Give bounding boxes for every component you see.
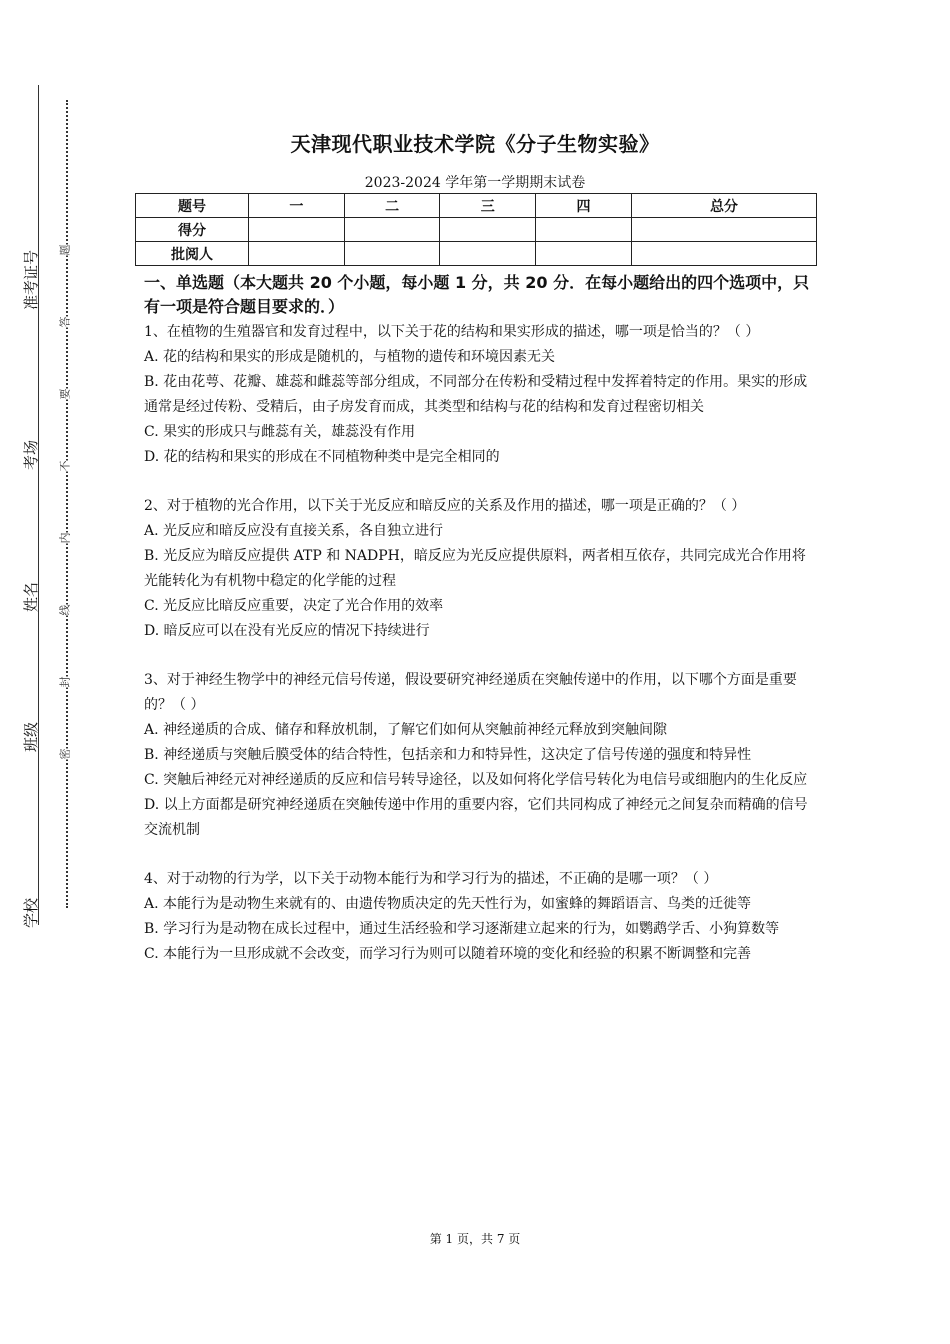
question-option-b[interactable]: B. 光反应为暗反应提供 ATP 和 NADPH，暗反应为光反应提供原料，两者相互依存，共同完成光合作用将光能转化为有机物中稳定的化学能的过程 [144, 548, 806, 589]
question-option-a[interactable]: A. 本能行为是动物生来就有的、由遗传物质决定的先天性行为，如蜜蜂的舞蹈语言、鸟类的迁徙等 [144, 896, 752, 912]
question-stem: 4、对于动物的行为学，以下关于动物本能行为和学习行为的描述，不正确的是哪一项？（ ） [144, 871, 718, 887]
seal-char: 内 [58, 532, 72, 544]
score-table-cell[interactable] [249, 218, 345, 242]
question-option-c[interactable]: C. 突触后神经元对神经递质的反应和信号转导途径，以及如何将化学信号转化为电信号或细胞内的生化反应 [144, 772, 808, 788]
question-option-c[interactable]: C. 果实的形成只与雌蕊有关，雄蕊没有作用 [144, 424, 416, 440]
score-table-cell[interactable] [536, 218, 632, 242]
score-table-cell[interactable] [631, 242, 816, 266]
question-2 [144, 494, 816, 644]
question-option-d[interactable]: D. 以上方面都是研究神经递质在突触传递中作用的重要内容，它们共同构成了神经元之间复杂而精确的信号交流机制 [144, 797, 808, 838]
score-table-cell[interactable] [249, 242, 345, 266]
section-title: 一、单选题（本大题共 20 个小题，每小题 1 分，共 20 分．在每小题给出的四个选项中，只有一项是符合题目要求的．） [144, 273, 810, 316]
seal-char: 不 [58, 460, 72, 472]
side-field-exam-room: 考场 [22, 439, 40, 470]
question-option-c[interactable]: C. 光反应比暗反应重要，决定了光合作用的效率 [144, 598, 444, 614]
seal-char: 封 [58, 676, 72, 688]
side-field-exam-number: 准考证号 [22, 249, 40, 310]
score-table-header-cell: 一 [249, 194, 345, 218]
question-3 [144, 668, 816, 843]
question-option-a[interactable]: A. 花的结构和果实的形成是随机的，与植物的遗传和环境因素无关 [144, 349, 556, 365]
seal-char: 题 [58, 244, 72, 256]
score-table-cell: 批阅人 [136, 242, 249, 266]
question-4 [144, 867, 816, 967]
question-stem: 3、对于神经生物学中的神经元信号传递，假设要研究神经递质在突触传递中的作用，以下哪个方面是重要的？（ ） [144, 672, 797, 713]
side-field-name: 姓名 [22, 581, 40, 612]
seal-char: 答 [58, 316, 72, 328]
score-table-cell[interactable] [631, 218, 816, 242]
score-table-cell[interactable] [344, 242, 440, 266]
score-table [135, 193, 817, 266]
question-1 [144, 320, 816, 470]
question-option-b[interactable]: B. 神经递质与突触后膜受体的结合特性，包括亲和力和特异性，这决定了信号传递的强度和特异性 [144, 747, 752, 763]
binding-line [38, 85, 39, 925]
score-table-header-row [136, 194, 817, 218]
question-option-d[interactable]: D. 花的结构和果实的形成在不同植物种类中是完全相同的 [144, 449, 500, 465]
seal-char: 线 [58, 604, 72, 616]
score-table-row [136, 218, 817, 242]
score-table-header-cell: 二 [344, 194, 440, 218]
score-table-cell[interactable] [440, 218, 536, 242]
score-table-header-cell: 四 [536, 194, 632, 218]
question-stem: 2、对于植物的光合作用，以下关于光反应和暗反应的关系及作用的描述，哪一项是正确的？（ ） [144, 498, 746, 514]
side-field-school: 学校 [22, 897, 40, 928]
page-footer: 第 1 页，共 7 页 [429, 1232, 521, 1246]
question-option-d[interactable]: D. 暗反应可以在没有光反应的情况下持续进行 [144, 623, 430, 639]
score-table-cell: 得分 [136, 218, 249, 242]
score-table-cell[interactable] [536, 242, 632, 266]
question-option-b[interactable]: B. 学习行为是动物在成长过程中，通过生活经验和学习逐渐建立起来的行为，如鹦鹉学舌、小狗算数等 [144, 921, 780, 937]
question-option-a[interactable]: A. 神经递质的合成、储存和释放机制，了解它们如何从突触前神经元释放到突触间隙 [144, 722, 668, 738]
side-field-class: 班级 [22, 721, 40, 752]
seal-dotted-line [66, 100, 68, 908]
question-stem: 1、在植物的生殖器官和发育过程中，以下关于花的结构和果实形成的描述，哪一项是恰当的？（ ） [144, 324, 760, 340]
seal-char: 密 [58, 748, 72, 760]
question-option-c[interactable]: C. 本能行为一旦形成就不会改变，而学习行为则可以随着环境的变化和经验的积累不断调整和完善 [144, 946, 752, 962]
seal-char: 要 [58, 388, 72, 400]
page-subtitle: 2023-2024 学年第一学期期末试卷 [364, 175, 586, 191]
question-option-a[interactable]: A. 光反应和暗反应没有直接关系，各自独立进行 [144, 523, 444, 539]
question-list [144, 320, 816, 991]
score-table-cell[interactable] [440, 242, 536, 266]
question-option-b[interactable]: B. 花由花萼、花瓣、雄蕊和雌蕊等部分组成，不同部分在传粉和受精过程中发挥着特定的作用。果实的形成通常是经过传粉、受精后，由子房发育而成，其类型和结构与花的结构和发育过程密切相关 [144, 374, 808, 415]
page-title: 天津现代职业技术学院《分子生物实验》 [290, 132, 660, 156]
score-table-header-cell: 题号 [136, 194, 249, 218]
score-table-header-cell: 总分 [631, 194, 816, 218]
score-table-row [136, 242, 817, 266]
score-table-header-cell: 三 [440, 194, 536, 218]
score-table-cell[interactable] [344, 218, 440, 242]
